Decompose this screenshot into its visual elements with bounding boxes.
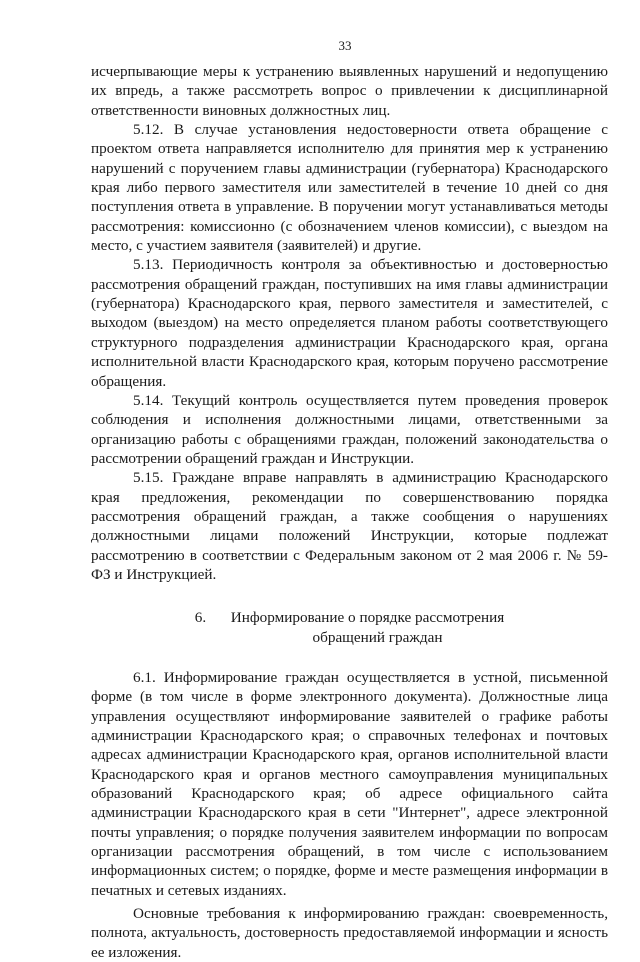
- paragraph-5-13: 5.13. Периодичность контроля за объективностью и достоверностью рассмотрения обращений граждан, поступивших на имя главы администрации (губернатора) Краснодарского края, первого заместителя и заместителей, с выходом (выездом) на место определяется планом работы соответствующего структурного подразделения администрации Краснодарского края, органа исполнительной власти Краснодарского края, которым поручено рассмотрение обращения.: [91, 256, 608, 390]
- paragraph-6-1: 6.1. Информирование граждан осуществляется в устной, письменной форме (в том числе в форме электронного документа). Должностные лица управления осуществляют информирование заявителей о графике работы администрации Краснодарского края; о справочных телефонах и почтовых адресах администрации Краснодарского края, органов исполнительной власти Краснодарского края и органов местного самоуправления муниципальных образований Краснодарского края; об адресе официального сайта администрации Краснодарского края в сети "Интернет", адресе электронной почты управления; о порядке получения заявителем информации по вопросам организации рассмотрения обращений, в том числе с использованием информационных систем; о порядке, форме и месте размещения информации в печатных и сетевых изданиях.: [91, 668, 608, 899]
- section-heading: [91, 608, 608, 647]
- paragraph-5-15: 5.15. Граждане вправе направлять в администрацию Краснодарского края предложения, рекомендации по совершенствованию порядка рассмотрения обращений граждан, а также сообщения о нарушениях должностными лицами положений Инструкции, которые подлежат рассмотрению в соответствии с Федеральным законом от 2 мая 2006 г. № 59-ФЗ и Инструкцией.: [91, 469, 608, 583]
- paragraph-continuation: исчерпывающие меры к устранению выявленных нарушений и недопущению их впредь, а также рассмотреть вопрос о привлечении к дисциплинарной ответственности виновных должностных лиц.: [91, 63, 608, 119]
- paragraph-5-14: 5.14. Текущий контроль осуществляется путем проведения проверок соблюдения и исполнения должностными лицами, ответственными за организацию работы с обращениями граждан, положений законодательства о рассмотрении обращений граждан и Инструкции.: [91, 391, 608, 467]
- page-number: 33: [338, 38, 352, 53]
- section-heading-line1: [91, 608, 608, 627]
- document-body: [91, 62, 608, 962]
- section-number: 6.: [194, 609, 207, 627]
- paragraph-5-12: 5.12. В случае установления недостоверности ответа обращение с проектом ответа направляется исполнителю для принятия мер к устранению нарушений с поручением главы администрации (губернатора) Краснодарского края либо первого заместителя или заместителей в течение 10 дней со дня поступления ответа в управление. В поручении могут устанавливаться методы рассмотрения: комиссионно (с обозначением членов комиссии), с выездом на место, с участием заявителя (заявителей) и другие.: [91, 121, 608, 255]
- paragraph-requirements: Основные требования к информированию граждан: своевременность, полнота, актуальность, достоверность предоставляемой информации и ясность ее изложения.: [91, 905, 608, 961]
- section-title-line2: обращений граждан: [312, 628, 443, 646]
- section-title-line1: Информирование о порядке рассмотрения: [230, 609, 505, 627]
